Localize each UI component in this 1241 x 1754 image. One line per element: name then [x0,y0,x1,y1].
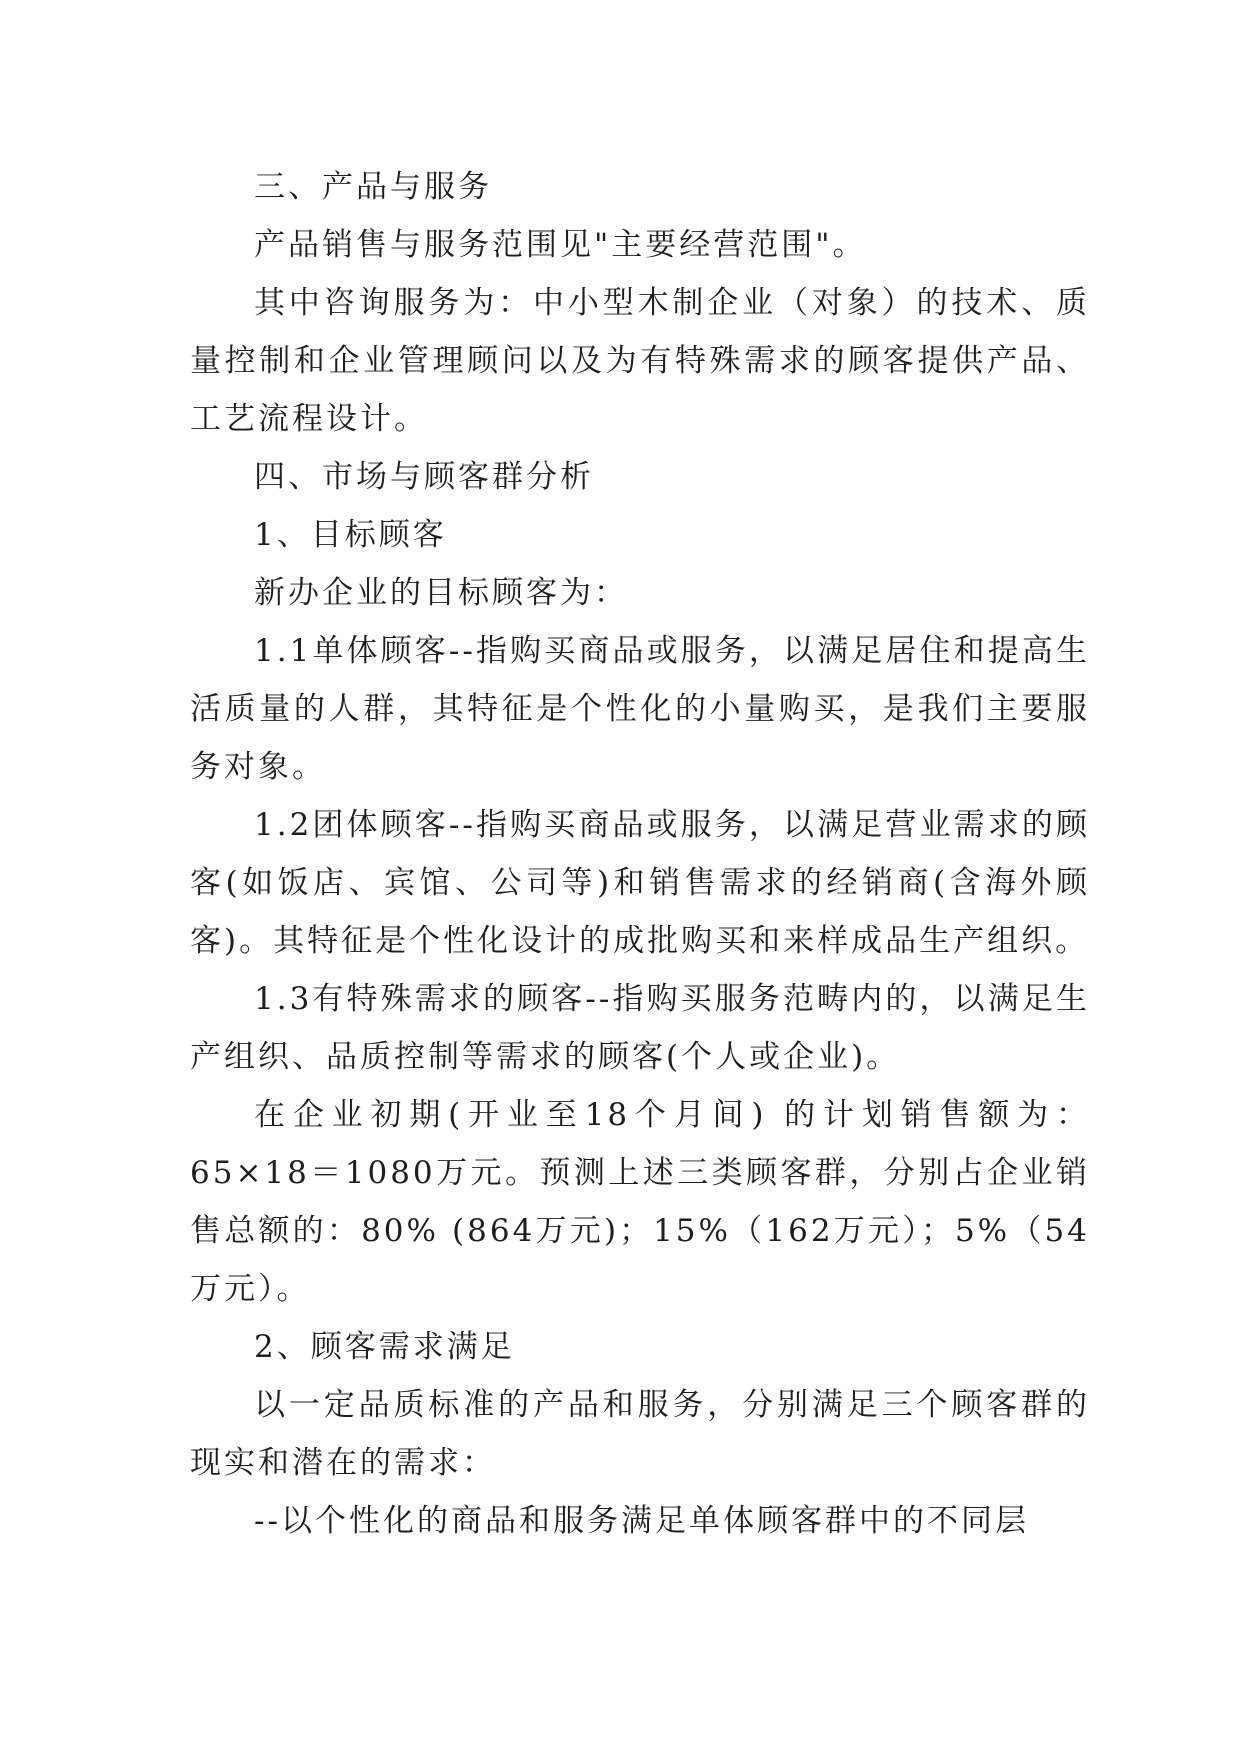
paragraph-group-customers: 1.2团体顾客--指购买商品或服务，以满足营业需求的顾客(如饭店、宾馆、公司等)和销售需求的经销商(含海外顾客)。其特征是个性化设计的成批购买和来样成品生产组织。 [190,807,1090,959]
section-heading-market-analysis: 四、市场与顾客群分析 [254,459,594,495]
paragraph-individual-customers: 1.1单体顾客--指购买商品或服务，以满足居住和提高生活质量的人群，其特征是个性化的小量购买，是我们主要服务对象。 [190,633,1090,785]
subsection-heading-customer-needs: 2、顾客需求满足 [254,1329,515,1365]
section-heading-products-services: 三、产品与服务 [254,169,492,205]
paragraph-sales-forecast: 在企业初期(开业至18个月间) 的计划销售额为：65×18＝1080万元。预测上述三类顾客群，分别占企业销售总额的：80% (864万元)；15%（162万元）；5%（54万元）。 [190,1097,1090,1307]
subsection-heading-target-customers: 1、目标顾客 [254,517,447,553]
paragraph-personalized-goods: --以个性化的商品和服务满足单体顾客群中的不同层 [254,1503,1029,1539]
paragraph-consulting-services: 其中咨询服务为：中小型木制企业（对象）的技术、质量控制和企业管理顾问以及为有特殊需求的顾客提供产品、工艺流程设计。 [190,285,1090,437]
paragraph-target-customers-intro: 新办企业的目标顾客为： [254,575,628,611]
document-body [190,158,1090,1550]
paragraph-special-customers: 1.3有特殊需求的顾客--指购买服务范畴内的，以满足生产组织、品质控制等需求的顾客(个人或企业)。 [190,981,1090,1075]
paragraph-sales-scope: 产品销售与服务范围见"主要经营范围"。 [254,227,867,263]
paragraph-quality-standard: 以一定品质标准的产品和服务，分别满足三个顾客群的现实和潜在的需求： [190,1387,1090,1481]
